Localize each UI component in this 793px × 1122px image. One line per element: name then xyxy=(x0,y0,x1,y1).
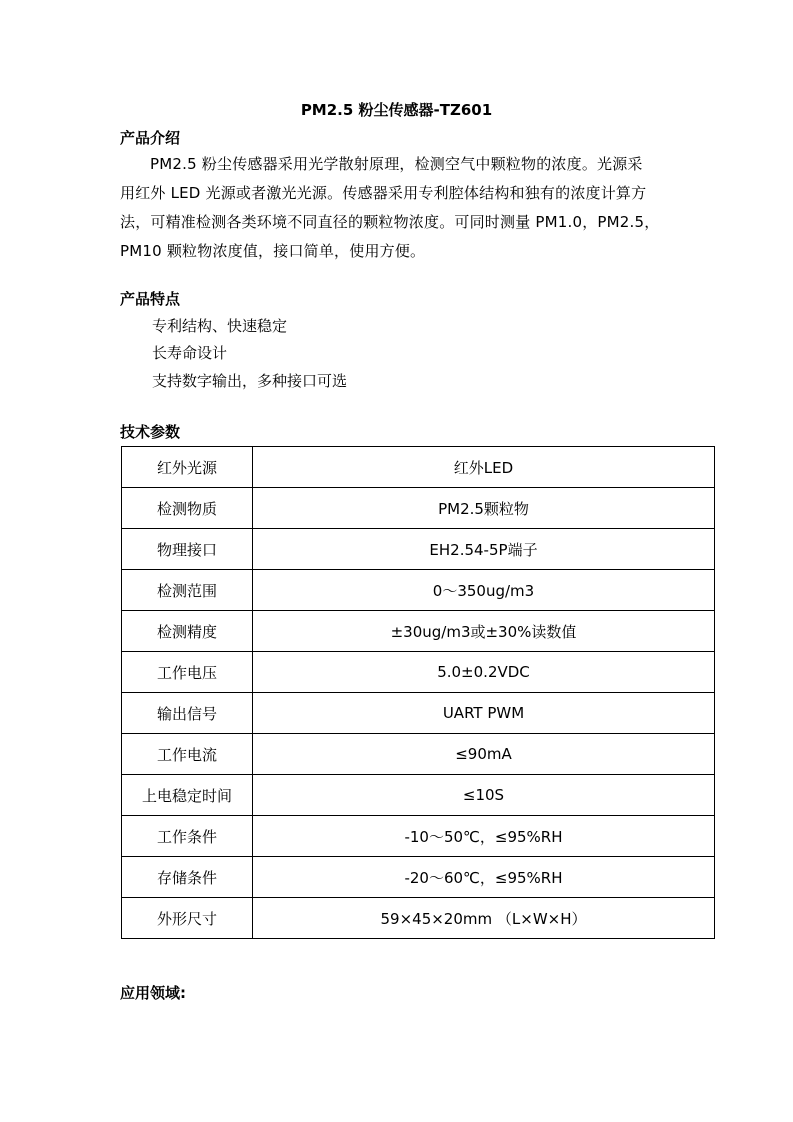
table-row xyxy=(122,529,715,570)
spec-value: ±30ug/m3或±30%读数值 xyxy=(253,611,715,652)
table-row xyxy=(122,693,715,734)
spec-key: 工作电压 xyxy=(122,652,253,693)
document-title: PM2.5 粉尘传感器-TZ601 xyxy=(300,101,493,119)
table-row xyxy=(122,898,715,939)
table-row xyxy=(122,570,715,611)
table-row xyxy=(122,857,715,898)
spec-value: 红外LED xyxy=(253,447,715,488)
intro-heading: 产品介绍 xyxy=(120,129,181,147)
table-row xyxy=(122,611,715,652)
spec-key: 工作条件 xyxy=(122,816,253,857)
spec-value: PM2.5颗粒物 xyxy=(253,488,715,529)
intro-line: PM10 颗粒物浓度值，接口简单，使用方便。 xyxy=(120,242,426,260)
spec-key: 检测范围 xyxy=(122,570,253,611)
intro-line: PM2.5 粉尘传感器采用光学散射原理，检测空气中颗粒物的浓度。光源采 xyxy=(150,155,643,173)
intro-line: 用红外 LED 光源或者激光光源。传感器采用专利腔体结构和独有的浓度计算方 xyxy=(120,184,647,202)
specs-table xyxy=(121,446,715,939)
spec-key: 物理接口 xyxy=(122,529,253,570)
spec-value: 5.0±0.2VDC xyxy=(253,652,715,693)
table-row xyxy=(122,488,715,529)
applications-heading: 应用领域: xyxy=(120,984,186,1002)
spec-key: 工作电流 xyxy=(122,734,253,775)
spec-key: 红外光源 xyxy=(122,447,253,488)
spec-key: 存储条件 xyxy=(122,857,253,898)
table-row xyxy=(122,447,715,488)
spec-value: -10～50℃，≤95%RH xyxy=(253,816,715,857)
spec-value: -20～60℃，≤95%RH xyxy=(253,857,715,898)
spec-value: ≤90mA xyxy=(253,734,715,775)
table-row xyxy=(122,775,715,816)
spec-key: 上电稳定时间 xyxy=(122,775,253,816)
spec-value: ≤10S xyxy=(253,775,715,816)
table-row xyxy=(122,652,715,693)
intro-paragraph xyxy=(120,150,686,266)
feature-item: 长寿命设计 xyxy=(152,344,228,362)
table-row xyxy=(122,734,715,775)
feature-item: 专利结构、快速稳定 xyxy=(152,317,288,335)
spec-value: UART PWM xyxy=(253,693,715,734)
intro-line: 法，可精准检测各类环境不同直径的颗粒物浓度。可同时测量 PM1.0，PM2.5， xyxy=(120,213,660,231)
specs-heading: 技术参数 xyxy=(120,423,181,441)
spec-value: 0～350ug/m3 xyxy=(253,570,715,611)
spec-value: EH2.54-5P端子 xyxy=(253,529,715,570)
spec-key: 检测物质 xyxy=(122,488,253,529)
spec-key: 输出信号 xyxy=(122,693,253,734)
feature-item: 支持数字输出，多种接口可选 xyxy=(152,372,348,390)
spec-key: 外形尺寸 xyxy=(122,898,253,939)
features-heading: 产品特点 xyxy=(120,290,181,308)
spec-key: 检测精度 xyxy=(122,611,253,652)
spec-value: 59×45×20mm （L×W×H） xyxy=(253,898,715,939)
table-row xyxy=(122,816,715,857)
